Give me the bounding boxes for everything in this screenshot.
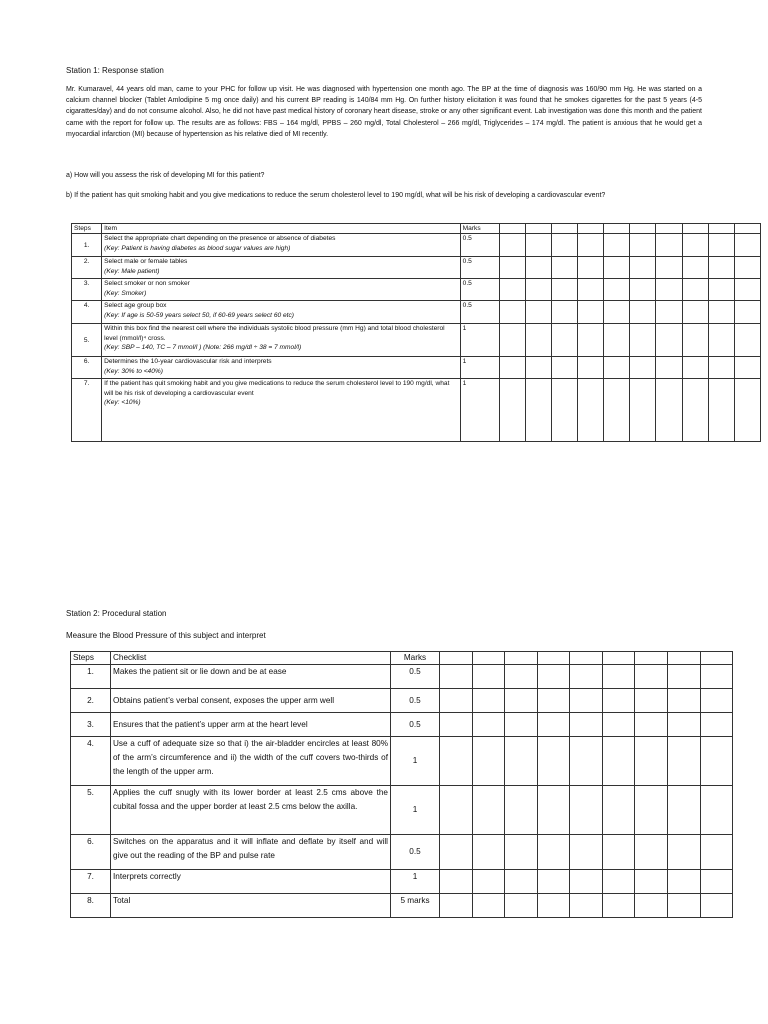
score-cell: [525, 279, 551, 301]
score-cell: [552, 379, 578, 442]
step-number: 5.: [71, 786, 111, 835]
item-key: (Key: 30% to <40%): [104, 367, 163, 375]
score-cell: [630, 324, 656, 357]
checklist-text: Switches on the apparatus and it will inflate and deflate by itself and will give out the reading of the BP and pulse rate: [111, 835, 391, 870]
score-cell: [604, 324, 630, 357]
score-cell: [630, 234, 656, 257]
checklist-text: Obtains patient’s verbal consent, exposes the upper arm well: [111, 689, 391, 713]
step-number: 2.: [71, 689, 111, 713]
score-cell: [499, 257, 525, 279]
score-cell: [630, 301, 656, 324]
score-cell: [656, 257, 682, 279]
score-cell: [578, 379, 604, 442]
score-cell: [635, 713, 668, 737]
score-cell: [603, 737, 635, 786]
checklist-text: Interprets correctly: [111, 870, 391, 894]
score-cell: [656, 357, 682, 379]
score-cell: [630, 357, 656, 379]
score-cell: [552, 301, 578, 324]
step-number: 3.: [72, 279, 102, 301]
item-marks: 0.5: [460, 301, 499, 324]
score-cell: [656, 324, 682, 357]
step-number: 2.: [72, 257, 102, 279]
step-number: 4.: [71, 737, 111, 786]
score-cell: [505, 737, 538, 786]
item-key: (Key: Male patient): [104, 267, 160, 275]
score-cell: [525, 257, 551, 279]
item-marks: 0.5: [460, 234, 499, 257]
score-cell: [570, 786, 603, 835]
score-cell: [604, 279, 630, 301]
score-cell: [552, 234, 578, 257]
score-cell: [656, 279, 682, 301]
checklist-header: Checklist: [111, 652, 391, 665]
score-cell: [682, 379, 708, 442]
table-row: [71, 713, 733, 737]
score-cell: [499, 301, 525, 324]
score-cell: [538, 894, 570, 918]
score-cell: [603, 652, 635, 665]
score-cell: [708, 324, 734, 357]
steps-header: Steps: [71, 652, 111, 665]
score-cell: [552, 257, 578, 279]
step-number: 7.: [72, 379, 102, 442]
score-cell: [570, 713, 603, 737]
score-cell: [734, 279, 760, 301]
steps-header: Steps: [72, 224, 102, 234]
step-number: 6.: [72, 357, 102, 379]
station1-case-paragraph: Mr. Kumaravel, 44 years old man, came to your PHC for follow up visit. He was diagnosed with hypertension one month ago. The BP at the time of diagnosis was 160/90 mm Hg. He was started on a calcium channel blocker (Tablet Amlodipine 5 mg once daily) and his current BP reading is 140/84 mm Hg. On further history elicitation it was found that he smokes cigarettes for the past 5 years (4-5 cigarattes/day) and do not consume alcohol. Also, he did not have past medical history of coronary heart disease, stroke or any other significant event. Lab investigation was done this month and the patient came with the report for follow up. The results are as follows: FBS – 164 mg/dl, PPBS – 260 mg/dl, Total Cholesterol – 266 mg/dl, Triglycerides – 174 mg/dl. The patient is anxious that he would get a myocardial infarction (MI) because of hypertension as his relative died of MI recently.: [66, 86, 702, 138]
item-text: Determines the 10-year cardiovascular risk and interprets: [104, 358, 272, 366]
station1-question-b: b) If the patient has quit smoking habit and you give medications to reduce the serum cholesterol level to 190 mg/dl, what will be his risk of developing a cardiovascular event?: [66, 192, 606, 199]
score-cell: [473, 870, 505, 894]
score-cell: [570, 689, 603, 713]
table-row: [71, 786, 733, 835]
checklist-text: Ensures that the patient’s upper arm at the heart level: [111, 713, 391, 737]
score-cell: [708, 379, 734, 442]
score-cell: [102, 379, 461, 442]
item-text: Select age group box: [104, 302, 167, 310]
step-number: 1.: [72, 234, 102, 257]
score-cell: [440, 665, 473, 689]
item-key: (Key: If age is 50-59 years select 50, if 60-69 years select 60 etc): [104, 311, 294, 319]
score-cell: [630, 279, 656, 301]
score-cell: [570, 870, 603, 894]
table-row: [71, 665, 733, 689]
score-cell: [635, 786, 668, 835]
item-key: (Key: <10%): [104, 398, 141, 406]
table-header-row: [71, 652, 733, 665]
score-cell: [505, 713, 538, 737]
table-row: [71, 835, 733, 870]
score-cell: [102, 324, 461, 357]
score-cell: [525, 224, 551, 234]
score-cell: [708, 257, 734, 279]
score-cell: [525, 301, 551, 324]
score-cell: [570, 835, 603, 870]
table-row: [71, 689, 733, 713]
score-cell: [701, 737, 733, 786]
score-cell: [701, 652, 733, 665]
score-cell: [440, 652, 473, 665]
score-cell: [473, 786, 505, 835]
score-cell: [668, 737, 701, 786]
score-cell: [682, 279, 708, 301]
table-row: [72, 357, 761, 379]
marks-header: Marks: [391, 652, 440, 665]
item-marks: 0.5: [391, 835, 440, 870]
score-cell: [578, 234, 604, 257]
score-cell: [635, 835, 668, 870]
score-cell: [525, 324, 551, 357]
item-marks: 0.5: [460, 279, 499, 301]
score-cell: [734, 234, 760, 257]
score-cell: [440, 689, 473, 713]
table-row: [72, 234, 761, 257]
score-cell: [578, 301, 604, 324]
item-text: Select smoker or non smoker: [104, 280, 190, 288]
score-cell: [440, 870, 473, 894]
score-cell: [505, 689, 538, 713]
score-cell: [734, 301, 760, 324]
score-cell: [668, 894, 701, 918]
score-cell: [668, 689, 701, 713]
score-cell: [708, 279, 734, 301]
score-cell: [701, 713, 733, 737]
score-cell: [102, 301, 461, 324]
item-text: Select male or female tables: [104, 258, 188, 266]
score-cell: [668, 652, 701, 665]
score-cell: [570, 894, 603, 918]
score-cell: [635, 665, 668, 689]
station2-table: [70, 651, 733, 918]
score-cell: [102, 257, 461, 279]
score-cell: [578, 224, 604, 234]
score-cell: [682, 324, 708, 357]
score-cell: [552, 224, 578, 234]
item-marks: 0.5: [391, 665, 440, 689]
score-cell: [656, 224, 682, 234]
item-text: If the patient has quit smoking habit and you give medications to reduce the serum cholesterol level to 190 mg/dl, what will be his risk of developing a cardiovascular event: [104, 380, 450, 397]
score-cell: [473, 689, 505, 713]
score-cell: [570, 665, 603, 689]
checklist-text: Use a cuff of adequate size so that i) the air-bladder encircles at least 80% of the arm’s circumference and ii) the width of the cuff covers two-thirds of the length of the upper arm.: [111, 737, 391, 786]
step-number: 5.: [72, 324, 102, 357]
score-cell: [668, 713, 701, 737]
score-cell: [604, 357, 630, 379]
score-cell: [440, 835, 473, 870]
station1-title: Station 1: Response station: [66, 66, 164, 75]
station1-table: [71, 223, 761, 442]
score-cell: [538, 870, 570, 894]
score-cell: [635, 652, 668, 665]
score-cell: [603, 665, 635, 689]
score-cell: [499, 234, 525, 257]
step-number: 3.: [71, 713, 111, 737]
table-row: [71, 737, 733, 786]
score-cell: [656, 301, 682, 324]
score-cell: [505, 652, 538, 665]
score-cell: [603, 870, 635, 894]
score-cell: [505, 835, 538, 870]
score-cell: [708, 234, 734, 257]
table-row: [72, 324, 761, 357]
score-cell: [578, 279, 604, 301]
step-number: 1.: [71, 665, 111, 689]
score-cell: [604, 224, 630, 234]
score-cell: [635, 737, 668, 786]
item-text: Within this box find the nearest cell where the individuals systolic blood pressure (mm Hg) and total blood cholesterol level (mmol/l)⁴ cross.: [104, 325, 445, 342]
score-cell: [734, 379, 760, 442]
item-marks: 0.5: [391, 713, 440, 737]
score-cell: [701, 665, 733, 689]
item-marks: 1: [460, 357, 499, 379]
item-key: (Key: Patient is having diabetes as blood sugar values are high): [104, 244, 291, 252]
score-cell: [701, 689, 733, 713]
item-marks: 1: [391, 786, 440, 835]
table-row: [72, 379, 761, 442]
score-cell: [701, 835, 733, 870]
score-cell: [570, 652, 603, 665]
score-cell: [525, 234, 551, 257]
score-cell: [552, 279, 578, 301]
score-cell: [701, 894, 733, 918]
table-header-row: [72, 224, 761, 234]
score-cell: [734, 257, 760, 279]
item-key: (Key: SBP – 140, TC – 7 mmol/l ) (Note: 266 mg/dl ÷ 38 = 7 mmol/l): [104, 343, 302, 351]
item-text: Select the appropriate chart depending on the presence or absence of diabetes: [104, 235, 336, 243]
table-row: [71, 870, 733, 894]
score-cell: [635, 870, 668, 894]
score-cell: [701, 786, 733, 835]
score-cell: [440, 713, 473, 737]
score-cell: [538, 689, 570, 713]
score-cell: [656, 379, 682, 442]
score-cell: [708, 301, 734, 324]
score-cell: [525, 379, 551, 442]
score-cell: [682, 257, 708, 279]
score-cell: [552, 357, 578, 379]
checklist-text: Total: [111, 894, 391, 918]
score-cell: [701, 870, 733, 894]
score-cell: [473, 737, 505, 786]
score-cell: [538, 713, 570, 737]
score-cell: [668, 786, 701, 835]
score-cell: [538, 737, 570, 786]
score-cell: [102, 279, 461, 301]
score-cell: [499, 324, 525, 357]
item-marks: 1: [391, 737, 440, 786]
score-cell: [102, 234, 461, 257]
score-cell: [440, 894, 473, 918]
score-cell: [473, 835, 505, 870]
score-cell: [473, 713, 505, 737]
score-cell: [708, 357, 734, 379]
score-cell: [552, 324, 578, 357]
score-cell: [630, 379, 656, 442]
checklist-text: Applies the cuff snugly with its lower border at least 2.5 cms above the cubital fossa and the upper border at least 2.5 cms below the axilla.: [111, 786, 391, 835]
score-cell: [499, 379, 525, 442]
score-cell: [604, 257, 630, 279]
table-row: [71, 894, 733, 918]
score-cell: [630, 257, 656, 279]
marks-header: Marks: [460, 224, 499, 234]
score-cell: [440, 737, 473, 786]
score-cell: [538, 652, 570, 665]
item-marks: 1: [460, 379, 499, 442]
score-cell: [668, 665, 701, 689]
score-cell: [505, 870, 538, 894]
station2-title: Station 2: Procedural station: [66, 609, 167, 618]
score-cell: [578, 357, 604, 379]
score-cell: [734, 357, 760, 379]
score-cell: [538, 786, 570, 835]
item-marks: 1: [460, 324, 499, 357]
step-number: 7.: [71, 870, 111, 894]
station2-instruction: Measure the Blood Pressure of this subject and interpret: [66, 631, 266, 640]
item-key: (Key: Smoker): [104, 289, 147, 297]
score-cell: [604, 379, 630, 442]
score-cell: [473, 665, 505, 689]
step-number: 4.: [72, 301, 102, 324]
score-cell: [603, 689, 635, 713]
score-cell: [682, 301, 708, 324]
score-cell: [604, 234, 630, 257]
score-cell: [603, 894, 635, 918]
score-cell: [635, 894, 668, 918]
item-marks: 5 marks: [391, 894, 440, 918]
score-cell: [578, 324, 604, 357]
score-cell: [603, 713, 635, 737]
score-cell: [499, 357, 525, 379]
step-number: 6.: [71, 835, 111, 870]
score-cell: [570, 737, 603, 786]
score-cell: [525, 357, 551, 379]
score-cell: [656, 234, 682, 257]
score-cell: [102, 357, 461, 379]
table-row: [72, 301, 761, 324]
score-cell: [734, 224, 760, 234]
item-marks: 0.5: [460, 257, 499, 279]
score-cell: [603, 835, 635, 870]
table-row: [72, 257, 761, 279]
score-cell: [630, 224, 656, 234]
step-number: 8.: [71, 894, 111, 918]
score-cell: [505, 894, 538, 918]
score-cell: [538, 665, 570, 689]
score-cell: [682, 224, 708, 234]
item-header: Item: [102, 224, 461, 234]
score-cell: [538, 835, 570, 870]
score-cell: [578, 257, 604, 279]
score-cell: [440, 786, 473, 835]
station1-question-a: a) How will you assess the risk of developing MI for this patient?: [66, 172, 265, 179]
score-cell: [604, 301, 630, 324]
score-cell: [499, 279, 525, 301]
score-cell: [603, 786, 635, 835]
score-cell: [473, 652, 505, 665]
item-marks: 1: [391, 870, 440, 894]
score-cell: [668, 835, 701, 870]
score-cell: [682, 234, 708, 257]
score-cell: [708, 224, 734, 234]
score-cell: [499, 224, 525, 234]
score-cell: [473, 894, 505, 918]
score-cell: [635, 689, 668, 713]
score-cell: [505, 665, 538, 689]
table-row: [72, 279, 761, 301]
checklist-text: Makes the patient sit or lie down and be at ease: [111, 665, 391, 689]
score-cell: [668, 870, 701, 894]
item-marks: 0.5: [391, 689, 440, 713]
score-cell: [682, 357, 708, 379]
score-cell: [734, 324, 760, 357]
score-cell: [505, 786, 538, 835]
